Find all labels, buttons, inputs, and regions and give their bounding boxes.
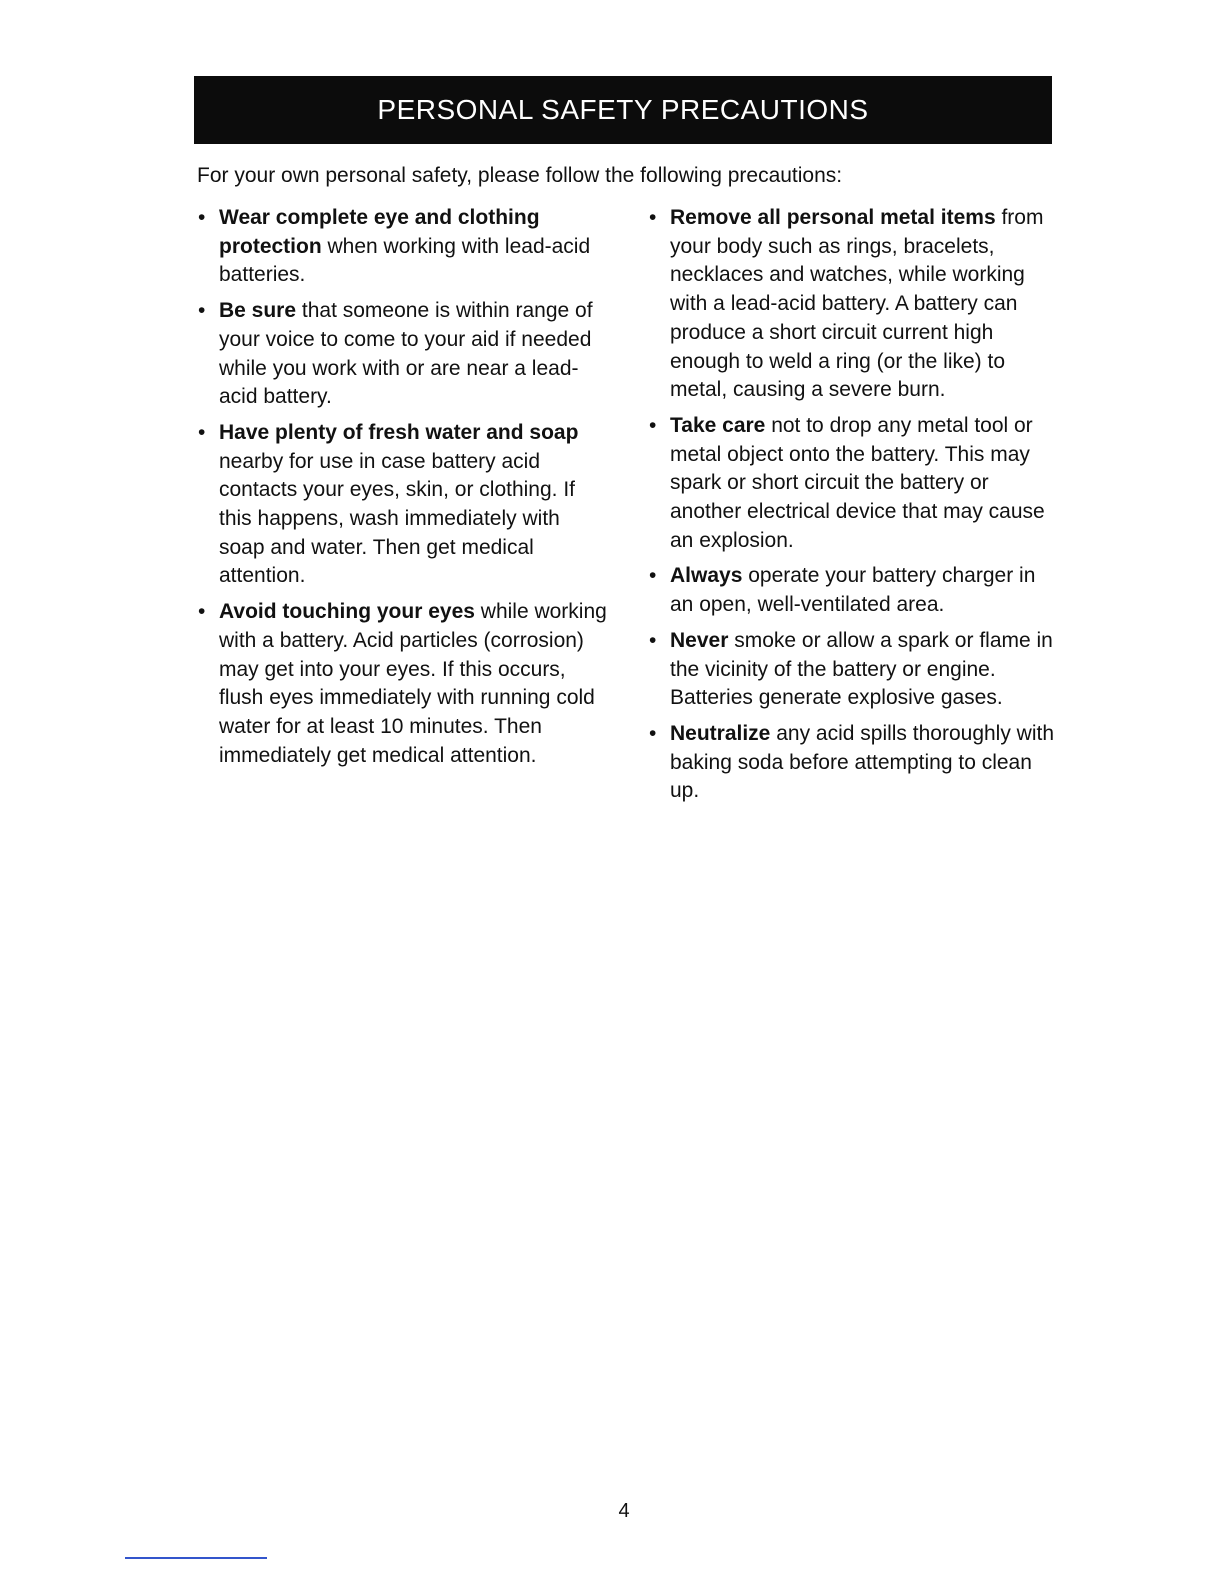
precaution-emphasis: Never	[670, 628, 729, 652]
bullet-icon: •	[198, 600, 206, 624]
bullet-icon: •	[649, 206, 657, 229]
precaution-item-someone-in-range	[197, 297, 607, 412]
section-title: PERSONAL SAFETY PRECAUTIONS	[377, 94, 869, 125]
precaution-emphasis: Take care	[670, 413, 766, 437]
precaution-emphasis: Be sure	[219, 299, 297, 323]
precaution-emphasis: Neutralize	[670, 721, 771, 745]
precaution-item-never-smoke	[648, 627, 1058, 713]
bullet-icon: •	[649, 721, 657, 745]
bullet-icon: •	[649, 628, 657, 652]
bullet-icon: •	[649, 413, 657, 437]
precaution-item-take-care	[648, 412, 1058, 556]
bullet-icon: •	[198, 420, 206, 444]
precaution-item-remove-metal-items	[648, 204, 1058, 405]
precaution-text: any acid spills thoroughly with baking soda before attempting to clean up.	[670, 721, 1055, 803]
precaution-emphasis: Avoid touching your eyes	[219, 600, 475, 624]
precaution-item-avoid-touching-eyes	[197, 598, 607, 770]
intro-text: For your own personal safety, please follow the following precautions:	[197, 164, 843, 187]
precaution-text: nearby for use in case battery acid contacts your eyes, skin, or clothing. If this happens, wash immediately with soap and water. Then get medical attention.	[219, 449, 575, 588]
precaution-text: that someone is within range of your voice to come to your aid if needed while you work with or are near a lead-acid battery.	[219, 299, 593, 409]
precaution-emphasis: Always	[670, 564, 743, 588]
precaution-item-fresh-water-soap	[197, 419, 607, 591]
precaution-item-ventilated-area	[648, 562, 1058, 619]
footer-divider	[125, 1557, 267, 1559]
section-title-banner	[194, 76, 1052, 144]
precaution-emphasis: Have plenty of fresh water and soap	[219, 420, 579, 444]
precaution-emphasis: Wear complete eye and clothing protection	[219, 206, 540, 258]
page-number: 4	[618, 1500, 630, 1522]
bullet-icon: •	[198, 299, 206, 323]
precaution-text: when working with lead-acid batteries.	[219, 234, 591, 287]
precaution-text: while working with a battery. Acid particles (corrosion) may get into your eyes. If this occurs, flush eyes immediately with running cold water for at least 10 minutes. Then immediately get medical attention.	[219, 600, 607, 767]
precaution-text: smoke or allow a spark or flame in the vicinity of the battery or engine. Batteries generate explosive gases.	[670, 628, 1053, 710]
precaution-item-eye-protection	[197, 204, 607, 290]
precaution-text: operate your battery charger in an open, well-ventilated area.	[670, 564, 1036, 617]
precaution-text: from your body such as rings, bracelets, necklaces and watches, while working with a lead-acid battery. A battery can produce a short circuit current high enough to weld a ring (or the like) to metal, causing a severe burn.	[670, 206, 1044, 402]
precaution-item-neutralize	[648, 720, 1058, 806]
precaution-text: not to drop any metal tool or metal object onto the battery. This may spark or short circuit the battery or another electrical device that may cause an explosion.	[670, 413, 1045, 552]
precautions-right-column	[648, 204, 1058, 813]
bullet-icon: •	[198, 206, 206, 229]
bullet-icon: •	[649, 564, 657, 588]
precaution-emphasis: Remove all personal metal items	[670, 206, 996, 229]
precautions-left-column	[197, 204, 607, 777]
